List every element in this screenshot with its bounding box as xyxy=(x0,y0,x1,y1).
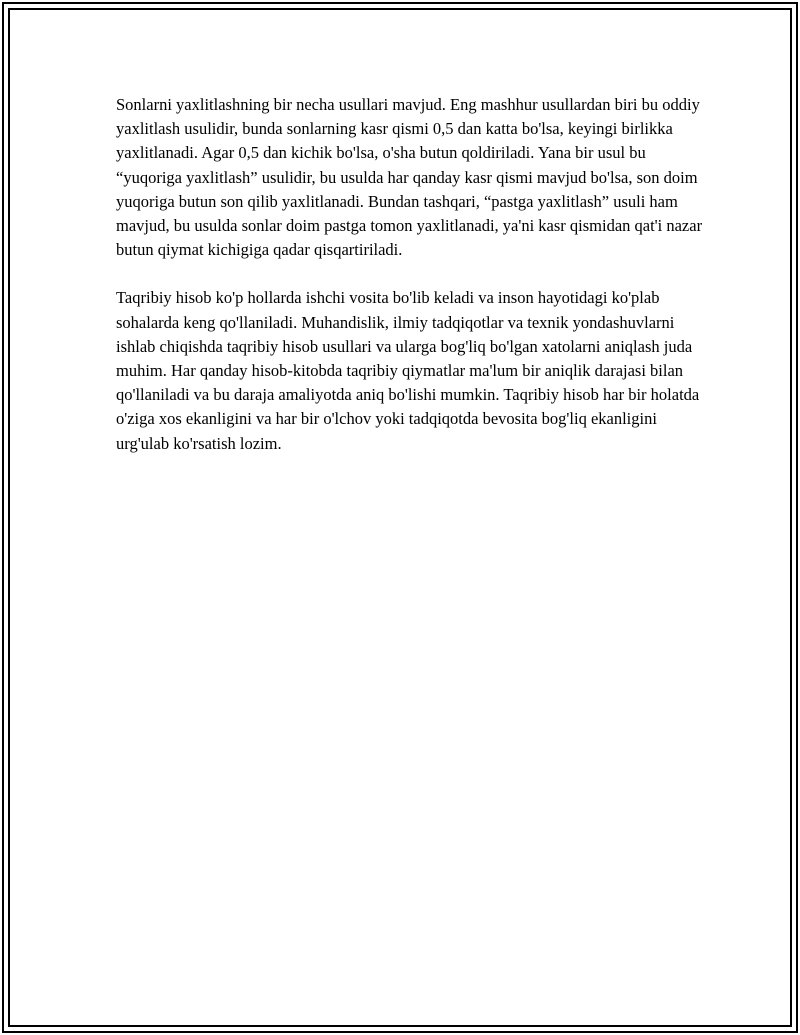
paragraph-approximate-calculation: Taqribiy hisob ko'p hollarda ishchi vosita bo'lib keladi va inson hayotidagi ko'plab sohalarda keng qo'llaniladi. Muhandislik, ilmiy tadqiqotlar va texnik yondashuvlarni ishlab chiqishda taqribiy hisob usullari va ularga bog'liq bo'lgan xatolarni aniqlash juda muhim. Har qanday hisob-kitobda taqribiy qiymatlar ma'lum bir aniqlik darajasi bilan qo'llaniladi va bu daraja amaliyotda aniq bo'lishi mumkin. Taqribiy hisob har bir holatda o'ziga xos ekanligini va har bir o'lchov yoki tadqiqotda bevosita bog'liq ekanligini urg'ulab ko'rsatish lozim. xyxy=(116,288,700,453)
document-body xyxy=(116,93,706,456)
paragraph-rounding-methods: Sonlarni yaxlitlashning bir necha usullari mavjud. Eng mashhur usullardan biri bu oddiy yaxlitlash usulidir, bunda sonlarning kasr qismi 0,5 dan katta bo'lsa, keyingi birlikka yaxlitlanadi. Agar 0,5 dan kichik bo'lsa, o'sha butun qoldiriladi. Yana bir usul bu “yuqoriga yaxlitlash” usulidir, bu usulda har qanday kasr qismi mavjud bo'lsa, son doim yuqoriga butun son qilib yaxlitlanadi. Bundan tashqari, “pastga yaxlitlash” usuli ham mavjud, bu usulda sonlar doim pastga tomon yaxlitlanadi, ya'ni kasr qismidan qat'i nazar butun qiymat kichigiga qadar qisqartiriladi. xyxy=(116,95,703,260)
